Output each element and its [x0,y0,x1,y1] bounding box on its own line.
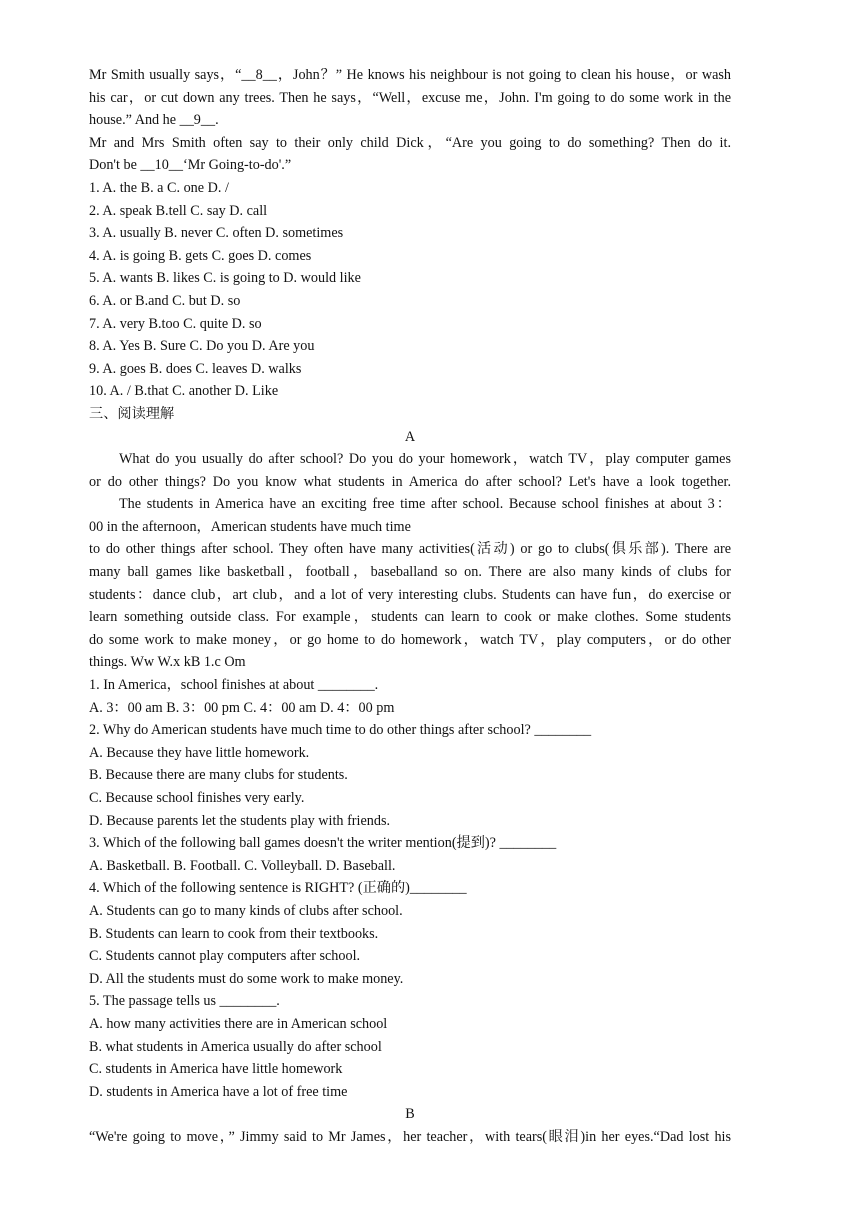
question-line: 3. Which of the following ball games doesn't the writer mention(提到)? ________ [89,835,557,852]
question-line: 1. In America，school finishes at about ________. [89,677,379,694]
option-line: 3. A. usually B. never C. often D. sometimes [89,225,344,242]
option-line: 8. A. Yes B. Sure C. Do you D. Are you [89,338,315,355]
passage-a-paragraph-1 [89,448,731,493]
document-page [89,64,731,1149]
option-line: 4. A. is going B. gets C. goes D. comes [89,247,312,264]
question-line: D. All the students must do some work to make money. [89,970,404,987]
question-line: D. students in America have a lot of free time [89,1083,348,1100]
text-line: What do you usually do after school? Do you do your homework，watch TV，play computer games [119,451,731,468]
question-line: 5. The passage tells us ________. [89,993,280,1010]
question-line: A. how many activities there are in American school [89,1015,388,1032]
passage-a-label: A [404,428,416,445]
text-line: to do other things after school. They often have many activities(活动) or go to clubs(俱乐部). There are [89,541,731,558]
option-line: 7. A. very B.too C. quite D. so [89,315,262,332]
text-line: 00 in the afternoon，American students have much time [89,518,411,535]
text-line: Mr and Mrs Smith often say to their only child Dick，“Are you going to do something? Then do it. [89,134,731,151]
question-line: C. students in America have little homework [89,1061,343,1078]
passage-a-questions [89,674,731,1103]
passage-a-paragraph-2 [89,493,731,674]
text-line: learn something outside class. For example，students can learn to cook or make clothes. Some students [89,609,731,626]
question-line: 4. Which of the following sentence is RIGHT? (正确的)________ [89,880,467,897]
question-line: B. Because there are many clubs for students. [89,767,348,784]
text-line: do some work to make money，or go home to do homework，watch TV，play computers，or do other [89,631,731,648]
text-line: The students in America have an exciting free time after school. Because school finishes at about 3： [119,496,731,513]
text-line: Don't be __10__‘Mr Going-to-do'.” [89,157,292,174]
question-line: D. Because parents let the students play with friends. [89,812,391,829]
option-line: 10. A. / B.that C. another D. Like [89,383,279,400]
question-line: A. Because they have little homework. [89,744,310,761]
option-line: 2. A. speak B.tell C. say D. call [89,202,268,219]
question-line: B. Students can learn to cook from their textbooks. [89,925,379,942]
passage-b-first-line: “We're going to move，” Jimmy said to Mr James，her teacher，with tears(眼泪)in her eyes.“Dad lost his [89,1128,731,1145]
text-line: students：dance club，art club，and a lot of very interesting clubs. Students can have fun，do exercise or [89,586,731,603]
text-line: house.” And he __9__. [89,112,219,129]
cloze-paragraph-1 [89,64,731,132]
text-line: or do other things? Do you know what students in America do after school? Let's have a look together. [89,473,731,490]
option-line: 6. A. or B.and C. but D. so [89,292,241,309]
text-line: Mr Smith usually says，“__8__，John？” He knows his neighbour is not going to clean his house，or wash [89,67,731,83]
question-line: C. Because school finishes very early. [89,790,305,806]
option-line: 9. A. goes B. does C. leaves D. walks [89,360,302,377]
text-line: many ball games like basketball，football，baseballand so on. There are also many kinds of clubs for [89,564,731,581]
section-title: 三、阅读理解 [89,405,175,422]
text-line: his car，or cut down any trees. Then he says，“Well，excuse me，John. I'm going to do some work in the [89,89,731,106]
question-line: A. Basketball. B. Football. C. Volleyball. D. Baseball. [89,857,396,874]
cloze-paragraph-2 [89,132,731,177]
cloze-options [89,177,731,403]
question-line: A. Students can go to many kinds of clubs after school. [89,902,403,919]
question-line: C. Students cannot play computers after school. [89,948,361,965]
question-line: 2. Why do American students have much time to do other things after school? ________ [89,722,592,739]
text-line: things. Ww W.x kB 1.c Om [89,654,246,671]
option-line: 5. A. wants B. likes C. is going to D. would like [89,270,361,287]
option-line: 1. A. the B. a C. one D. / [89,179,229,196]
question-line: A. 3：00 am B. 3：00 pm C. 4：00 am D. 4：00 pm [89,699,395,716]
passage-b-label: B [405,1106,415,1123]
question-line: B. what students in America usually do after school [89,1038,382,1055]
